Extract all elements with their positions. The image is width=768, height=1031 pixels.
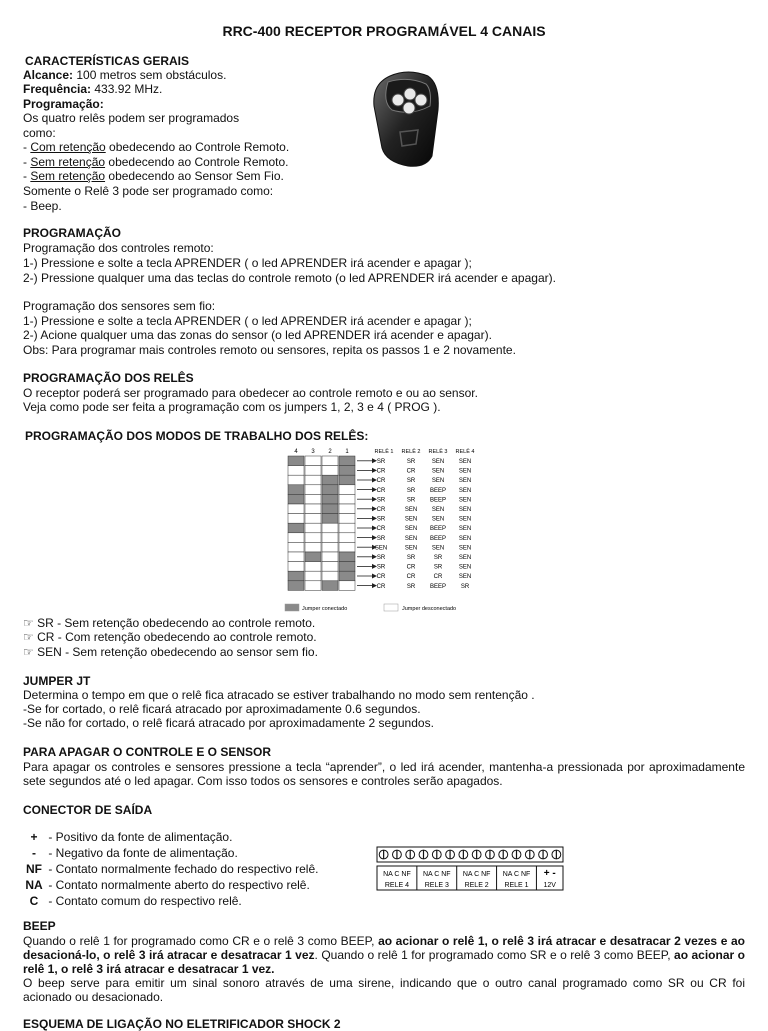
relay-mode-value: CR xyxy=(406,574,416,581)
jumper-cell xyxy=(339,504,355,514)
relay-mode-value: CR xyxy=(376,507,386,513)
terminal-group-top: + - xyxy=(543,868,556,879)
relay-mode-value: SR xyxy=(376,535,386,542)
jumper-cell xyxy=(305,504,321,514)
connector-item xyxy=(23,846,238,860)
relay-mode-value: SEN xyxy=(458,507,472,513)
connector-symbol: NA xyxy=(25,878,43,892)
relay-mode-value: CR xyxy=(406,564,416,571)
terminal-group-top: NA C NF xyxy=(422,871,451,878)
jumper-cell xyxy=(288,456,304,466)
jumper-jt-heading: JUMPER JT xyxy=(23,674,91,688)
relay-header: RELÊ 2 xyxy=(401,449,421,455)
beep-paragraph-2: O beep serve para emitir um sinal sonoro através de uma sirene, indicando que o outro canal programado como SR ou CR foi acionado ou desacionado. xyxy=(23,976,745,1004)
jumper-cell xyxy=(339,456,355,466)
terminal-strip xyxy=(377,847,563,862)
jumper-cell xyxy=(339,523,355,533)
jumper-jt-line-1: Determina o tempo em que o relê fica atracado se estiver trabalhando no modo sem rentenção . xyxy=(23,688,535,702)
relay-mode-value: SEN xyxy=(458,478,472,485)
relays-line-1: O receptor poderá ser programado para obedecer ao controle remoto e ou ao sensor. xyxy=(23,386,478,400)
terminal-block-diagram xyxy=(375,846,565,892)
jumper-cell xyxy=(305,523,321,533)
legend-connected-swatch xyxy=(285,604,299,611)
connector-item xyxy=(23,830,232,844)
general-line-3: - Com retenção obedecendo ao Controle Remoto. xyxy=(23,140,290,154)
jumper-cell xyxy=(322,514,338,524)
jumper-cell xyxy=(288,514,304,524)
relay-mode-value: CR xyxy=(376,583,386,590)
connector-symbol: C xyxy=(29,894,39,908)
general-line-7: - Beep. xyxy=(23,199,62,213)
relay-header: RELÊ 1 xyxy=(374,449,394,455)
connector-description: - Contato comum do respectivo relê. xyxy=(45,894,242,908)
jumper-jt-line-2: -Se for cortado, o relê ficará atracado por aproximadamente 0.6 segundos. xyxy=(23,702,421,716)
relay-mode-value: BEEP xyxy=(429,583,447,590)
relay-mode-value: CR xyxy=(376,468,386,475)
relay-mode-value: SR xyxy=(406,459,416,465)
relay-mode-value: SR xyxy=(406,583,416,590)
jumper-cell xyxy=(305,542,321,552)
mode-note-cr: ☞ CR - Com retenção obedecendo ao controle remoto. xyxy=(23,630,317,644)
sensor-step-1: 1-) Pressione e solte a tecla APRENDER ( o led APRENDER irá acender e apagar ); xyxy=(23,314,472,328)
page-title: RRC-400 RECEPTOR PROGRAMÁVEL 4 CANAIS xyxy=(222,23,546,39)
jumper-cell xyxy=(339,514,355,524)
jumper-cell xyxy=(305,514,321,524)
terminal-group-top: NA C NF xyxy=(383,871,411,878)
jumper-cell xyxy=(288,533,304,543)
connector-description: - Negativo da fonte de alimentação. xyxy=(45,846,238,860)
jumper-cell xyxy=(339,533,355,543)
jumper-cell xyxy=(305,494,321,504)
mode-note-sr: ☞ SR - Sem retenção obedecendo ao controle remoto. xyxy=(23,616,316,630)
jumper-cell xyxy=(339,552,355,562)
relay-mode-value: SR xyxy=(376,564,386,571)
jumper-cell xyxy=(288,494,304,504)
general-line-4: - Sem retenção obedecendo ao Controle Remoto. xyxy=(23,155,289,169)
relay-mode-value: SEN xyxy=(374,545,388,552)
terminal-group-label: 12V xyxy=(543,882,556,889)
relay-mode-value: SEN xyxy=(404,545,418,552)
jumper-cell xyxy=(305,571,321,581)
remote-step-2: 2-) Pressione qualquer uma das teclas do controle remoto (o led APRENDER irá acender e apagar). xyxy=(23,271,556,285)
remote-control-image xyxy=(368,70,450,170)
jumper-cell xyxy=(322,533,338,543)
relay-mode-value: SR xyxy=(460,583,470,590)
programming-label: Programação: xyxy=(23,97,104,111)
connector-item xyxy=(23,862,318,876)
jumper-jt-line-3: -Se não for cortado, o relê ficará atracado por aproximadamente 2 segundos. xyxy=(23,716,434,730)
jumper-cell xyxy=(288,562,304,572)
jumper-cell xyxy=(288,504,304,514)
connector-symbol: - xyxy=(32,846,36,860)
frequency-value: 433.92 MHz. xyxy=(91,82,163,96)
relay-mode-value: SR xyxy=(376,516,386,523)
sensor-step-2: 2-) Acione qualquer uma das zonas do sensor (o led APRENDER irá acender e apagar). xyxy=(23,328,492,342)
jumper-cell xyxy=(322,542,338,552)
relay-mode-value: SEN xyxy=(404,526,418,533)
relay-mode-value: SR xyxy=(406,555,416,561)
beep-heading: BEEP xyxy=(23,919,56,933)
jumper-cell xyxy=(288,542,304,552)
relay-mode-value: CR xyxy=(376,487,386,494)
remote-intro: Programação dos controles remoto: xyxy=(23,241,214,255)
jumper-cell xyxy=(322,571,338,581)
range-value: 100 metros sem obstáculos. xyxy=(73,68,227,82)
terminal-group-label: RELE 3 xyxy=(424,882,449,889)
mode-note-sen: ☞ SEN - Sem retenção obedecendo ao sensor sem fio. xyxy=(23,645,318,659)
relay-mode-value: SEN xyxy=(431,459,445,465)
relay-mode-value: SR xyxy=(406,487,416,494)
connector-description: - Contato normalmente fechado do respectivo relê. xyxy=(45,862,319,876)
relay-mode-value: CR xyxy=(376,526,386,533)
relay-header: RELÊ 4 xyxy=(455,449,475,455)
programming-heading: PROGRAMAÇÃO xyxy=(23,226,121,240)
relay-mode-value: SR xyxy=(433,555,443,561)
general-line-1: Os quatro relês podem ser programados xyxy=(23,111,240,125)
jumper-cell xyxy=(339,571,355,581)
jumper-cell xyxy=(322,562,338,572)
terminal-group-label: RELE 1 xyxy=(504,882,529,889)
jumper-cell xyxy=(288,523,304,533)
connector-symbol: NF xyxy=(26,862,42,876)
relay-mode-value: SEN xyxy=(458,497,472,504)
terminal-group-label: RELE 4 xyxy=(384,882,409,889)
legend-disconnected-label: Jumper desconectado xyxy=(402,606,457,612)
connector-symbol: + xyxy=(30,830,38,844)
jumper-cell xyxy=(305,581,321,591)
relay-mode-value: SEN xyxy=(458,535,472,542)
jumper-cell xyxy=(322,523,338,533)
jumper-cell xyxy=(305,456,321,466)
connector-item xyxy=(23,878,310,892)
general-line-5: - Sem retenção obedecendo ao Sensor Sem Fio. xyxy=(23,169,284,183)
jumper-header: 2 xyxy=(328,449,332,455)
sensor-intro: Programação dos sensores sem fio: xyxy=(23,299,216,313)
frequency-label: Frequência: xyxy=(23,82,92,96)
relay-mode-value: BEEP xyxy=(429,535,447,542)
jumper-cell xyxy=(305,552,321,562)
relay-mode-value: SR xyxy=(376,555,386,561)
jumper-cell xyxy=(288,571,304,581)
jumper-cell xyxy=(322,475,338,485)
relays-line-2: Veja como pode ser feita a programação com os jumpers 1, 2, 3 e 4 ( PROG ). xyxy=(23,400,441,414)
terminal-group-top: NA C NF xyxy=(462,871,491,878)
erase-heading: PARA APAGAR O CONTROLE E O SENSOR xyxy=(23,745,272,759)
jumper-cell xyxy=(322,466,338,476)
jumper-cell xyxy=(288,475,304,485)
relay-mode-value: SR xyxy=(376,497,386,504)
frequency-line xyxy=(23,82,162,96)
jumper-cell xyxy=(322,552,338,562)
general-line-2: como: xyxy=(23,126,56,140)
relay-mode-value: SEN xyxy=(404,516,418,523)
relays-heading: PROGRAMAÇÃO DOS RELÊS xyxy=(23,371,194,385)
erase-text: Para apagar os controles e sensores pressione a tecla “aprender”, o led irá acender, mantenha-a pressionada por aproximadamente sete segundos até o led apagar. Com isso todos os sensores e controles serão apagados. xyxy=(23,760,745,788)
jumper-cell xyxy=(288,466,304,476)
relay-mode-value: SR xyxy=(376,459,386,465)
jumper-cell xyxy=(305,533,321,543)
relay-mode-value: SR xyxy=(406,497,416,504)
relay-mode-value: SEN xyxy=(431,507,445,513)
legend-connected-label: Jumper conectado xyxy=(302,606,348,612)
relay-mode-value: CR xyxy=(406,468,416,475)
jumper-cell xyxy=(339,475,355,485)
jumper-cell xyxy=(305,562,321,572)
jumper-cell xyxy=(288,581,304,591)
wiring-heading-partial: ESQUEMA DE LIGAÇÃO NO ELETRIFICADOR SHOCK 2 xyxy=(23,1017,341,1031)
relay-mode-value: SR xyxy=(433,564,443,571)
jumper-cell xyxy=(322,504,338,514)
connector-item xyxy=(23,894,242,908)
jumper-cell xyxy=(322,456,338,466)
jumper-cell xyxy=(305,466,321,476)
relay-mode-value: CR xyxy=(376,478,386,485)
relay-mode-value: SEN xyxy=(458,468,472,475)
jumper-cell xyxy=(339,581,355,591)
jumper-cell xyxy=(322,494,338,504)
relay-mode-value: SEN xyxy=(458,516,472,523)
relay-mode-value: SEN xyxy=(458,459,472,465)
connector-description: - Positivo da fonte de alimentação. xyxy=(45,830,233,844)
relay-mode-value: SR xyxy=(406,478,416,485)
relay-mode-value: SEN xyxy=(431,468,445,475)
relay-mode-value: BEEP xyxy=(429,487,447,494)
jumper-cell xyxy=(305,475,321,485)
terminal-group-label: RELE 2 xyxy=(464,882,489,889)
relay-mode-value: BEEP xyxy=(429,526,447,533)
relay-mode-value: SEN xyxy=(431,545,445,552)
programming-obs: Obs: Para programar mais controles remoto ou sensores, repita os passos 1 e 2 novamente. xyxy=(23,343,516,357)
jumper-cell xyxy=(322,485,338,495)
general-line-6: Somente o Relê 3 pode ser programado como: xyxy=(23,184,274,198)
relay-mode-value: SEN xyxy=(458,487,472,494)
general-heading: CARACTERÍSTICAS GERAIS xyxy=(25,54,190,68)
jumper-cell xyxy=(339,466,355,476)
beep-paragraph-1: Quando o relê 1 for programado como CR e o relê 3 como BEEP, ao acionar o relê 1, o relê 3 irá atracar e desatracar 2 vezes e ao desacioná-lo, o relê 3 irá atracar e desatracar 1 vez. Quando o relê 1 for programado como SR e o relê 3 como BEEP, ao acionar o relê 1, o relê 3 irá atracar e desatracar 1 vez. xyxy=(23,934,745,976)
jumper-cell xyxy=(339,542,355,552)
relay-mode-value: SEN xyxy=(431,478,445,485)
modes-table xyxy=(280,444,480,616)
jumper-cell xyxy=(288,485,304,495)
connector-description: - Contato normalmente aberto do respectivo relê. xyxy=(45,878,310,892)
jumper-cell xyxy=(339,485,355,495)
relay-mode-value: CR xyxy=(376,574,386,581)
range-line xyxy=(23,68,226,82)
relay-mode-value: SEN xyxy=(458,526,472,533)
relay-mode-value: SEN xyxy=(458,564,472,571)
relay-header: RELÊ 3 xyxy=(428,449,448,455)
remote-step-1: 1-) Pressione e solte a tecla APRENDER ( o led APRENDER irá acender e apagar ); xyxy=(23,256,472,270)
relay-mode-value: BEEP xyxy=(429,497,447,504)
jumper-cell xyxy=(305,485,321,495)
legend-disconnected-swatch xyxy=(384,604,398,611)
jumper-cell xyxy=(339,562,355,572)
relay-mode-value: CR xyxy=(433,574,443,581)
relay-mode-value: SEN xyxy=(458,545,472,552)
relay-mode-value: SEN xyxy=(458,555,472,561)
modes-heading: PROGRAMAÇÃO DOS MODOS DE TRABALHO DOS RELÊS: xyxy=(25,429,369,443)
relay-mode-value: SEN xyxy=(431,516,445,523)
jumper-header: 4 xyxy=(294,449,298,455)
jumper-header: 1 xyxy=(345,449,349,455)
connector-heading: CONECTOR DE SAÍDA xyxy=(23,803,153,817)
jumper-cell xyxy=(322,581,338,591)
relay-mode-value: SEN xyxy=(404,535,418,542)
relay-mode-value: SEN xyxy=(404,507,418,513)
jumper-cell xyxy=(339,494,355,504)
terminal-group-top: NA C NF xyxy=(502,871,531,878)
jumper-cell xyxy=(288,552,304,562)
relay-mode-value: SEN xyxy=(458,574,472,581)
jumper-header: 3 xyxy=(311,449,315,455)
range-label: Alcance: xyxy=(23,68,74,82)
